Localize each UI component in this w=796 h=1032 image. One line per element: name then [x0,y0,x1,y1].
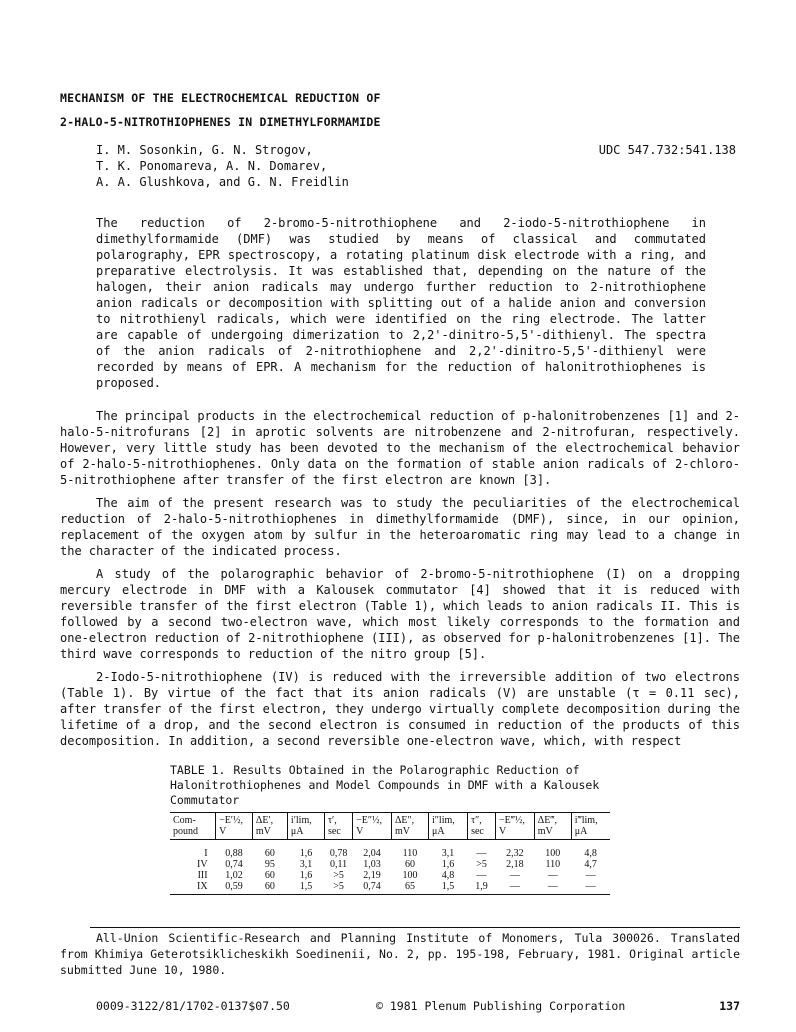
table-1 [170,763,610,895]
table-cell: — [585,870,596,881]
table-header-cell: −E″½, V [353,813,392,840]
table-header-cell: ΔE′, mV [252,813,287,840]
table-cell: 60 [404,859,415,870]
udc-code: UDC 547.732:541.138 [598,143,736,157]
table-cell: 0,59 [216,881,253,895]
paragraph-2: The aim of the present research was to study the peculiarities of the electrochemical reduction of 2-halo-5-nitrothiophenes in dimethylformamide (DMF), since, in our opinion, replacement of the oxygen atom by sulfur in the heteroaromatic ring may lead to a change in the character of the indicated process. [60,496,740,558]
title-line-1: MECHANISM OF THE ELECTROCHEMICAL REDUCTION OF [60,91,381,105]
abstract: The reduction of 2-bromo-5-nitrothiophene and 2-iodo-5-nitrothiophene in dimethylformamide (DMF) was studied by means of classical and commutated polarography, EPR spectroscopy, a rotating platinum disk electrode with a ring, and preparative electrolysis. It was established that, depending on the nature of the halogen, their anion radicals may undergo further reduction to 2-nitrothiophene anion radicals or decomposition with splitting out of a halide anion and conversion to nitrothienyl radicals, which were identified on the ring electrode. The latter are capable of undergoing dimerization to 2,2'-dinitro-5,5'-dithienyl. The spectra of the anion radicals of 2-nitrothiophene and 2,2'-dinitro-5,5'-dithienyl were recorded by means of EPR. A mechanism for the reduction of halonitrothiophenes is proposed. [96,216,706,390]
table-header-cell: i′lim, μA [287,813,324,840]
table-cell: 0,11 [330,859,348,870]
table-header-cell: ΔE‴, mV [534,813,571,840]
table-cell: 2,04 [363,848,381,859]
table-cell: >5 [325,881,353,895]
table-header-cell: τ″, sec [468,813,496,840]
table-cell: 3,1 [299,859,313,870]
article-body [60,408,740,756]
footnote [60,930,740,978]
table-cell: 1,5 [287,881,324,895]
table-label: TABLE 1. [170,763,226,777]
title-line-2: 2-HALO-5-NITROTHIOPHENES IN DIMETHYLFORMAMIDE [60,115,381,129]
table-row [170,840,610,860]
table-cell: — [476,870,487,881]
table-cell: 60 [264,870,275,881]
table-header-cell: i″lim, μA [428,813,467,840]
table-cell: 65 [391,881,428,895]
author-list [96,142,576,190]
table-header-cell: i‴lim, μA [571,813,610,840]
table-cell: 60 [252,881,287,895]
table-cell: 100 [545,848,561,859]
table-header-cell: Com-pound [170,813,216,840]
table-cell: 4,8 [441,870,455,881]
table-cell: 1,6 [299,848,313,859]
table-cell: — [476,848,487,859]
table-cell: >5 [476,859,487,870]
footnote-divider [90,927,740,928]
table-cell: 2,18 [506,859,524,870]
table-cell: IX [170,881,216,895]
table-cell: 1,6 [441,859,455,870]
article-title [60,90,740,138]
table-header-cell: ΔE″, mV [391,813,428,840]
table-cell: — [495,881,534,895]
table-cell: I [204,848,208,859]
author-line-2: T. K. Ponomareva, A. N. Domarev, [96,159,328,173]
publisher-notice: © 1981 Plenum Publishing Corporation [376,999,626,1013]
table-cell: 2,19 [363,870,381,881]
paragraph-3: A study of the polarographic behavior of 2-bromo-5-nitrothiophene (I) on a dropping mercury electrode in DMF with a Kalousek commutator [4] showed that it is reduced with reversible transfer of the first electron (Table 1), which leads to anion radicals II. This is followed by a second two-electron wave, which most likely corresponds to the formation and one-electron reduction of 2-nitrothiophene (III), as observed for p-halonitrobenzenes [1]. The third wave corresponds to reduction of the nitro group [5]. [60,567,740,661]
table-cell: 4,8 [584,848,597,859]
table-cell: III [197,870,208,881]
table-header-cell: −E‴½, V [495,813,534,840]
table-cell: 1,9 [468,881,496,895]
table-cell: 2,32 [506,848,524,859]
table-cell: — [509,870,520,881]
table-row [170,870,610,881]
table-cell: 1,6 [299,870,313,881]
author-line-1: I. M. Sosonkin, G. N. Strogov, [96,143,313,157]
table-cell: 110 [402,848,418,859]
table-header-cell: τ′, sec [325,813,353,840]
table-cell: 0,74 [225,859,243,870]
table-caption [170,763,610,808]
table-cell: — [534,881,571,895]
table-cell: 3,1 [441,848,455,859]
table-cell: 60 [264,848,275,859]
table-row [170,881,610,895]
paragraph-1: The principal products in the electrochemical reduction of p-halonitrobenzenes [1] and 2-halo-5-nitrofurans [2] in aprotic solvents are nitrobenzene and 2-nitrofuran, respectively. However, very little study has been devoted to the mechanism of the electrochemical behavior of 2-halo-5-nitrothiophenes. Only data on the formation of stable anion radicals of 2-chloro-5-nitrothiophene after transfer of the first electron are known [3]. [60,409,740,487]
table-header-row [170,813,610,840]
footnote-text: All-Union Scientific-Research and Planning Institute of Monomers, Tula 300026. Translated from Khimiya Geterotsiklicheskikh Soedinenii, No. 2, pp. 195-198, February, 1981. Original article submitted June 10, 1980. [60,931,740,977]
article-code: 0009-3122/81/1702-0137$07.50 [96,999,290,1013]
table-cell: 4,7 [584,859,597,870]
table-cell: 100 [402,870,418,881]
table-cell: 1,03 [363,859,381,870]
table-cell: IV [197,859,208,870]
table-cell: 1,02 [225,870,243,881]
results-table [170,812,610,895]
table-cell: 0,74 [353,881,392,895]
page-number: 137 [719,999,740,1013]
table-row [170,859,610,870]
author-line-3: A. A. Glushkova, and G. N. Freidlin [96,175,349,189]
table-header-cell: −E′½, V [216,813,253,840]
table-cell: — [571,881,610,895]
table-cell: 1,5 [428,881,467,895]
table-cell: 110 [545,859,561,870]
table-cell: 95 [264,859,275,870]
table-cell: >5 [333,870,344,881]
table-cell: 0,88 [225,848,243,859]
table-cell: — [547,870,558,881]
paragraph-4: 2-Iodo-5-nitrothiophene (IV) is reduced with the irreversible addition of two electrons (Table 1). By virtue of the fact that its anion radicals (V) are unstable (τ = 0.11 sec), after transfer of the first electron, they undergo virtually complete decomposition during the lifetime of a drop, and the second electron is consumed in reduction of the products of this decomposition. In addition, a second reversible one-electron wave, which, with respect [60,670,740,748]
table-cell: 0,78 [329,848,348,859]
table-caption-text: Results Obtained in the Polarographic Reduction of Halonitrothiophenes and Model Compounds in DMF with a Kalousek Commutator [170,763,600,807]
